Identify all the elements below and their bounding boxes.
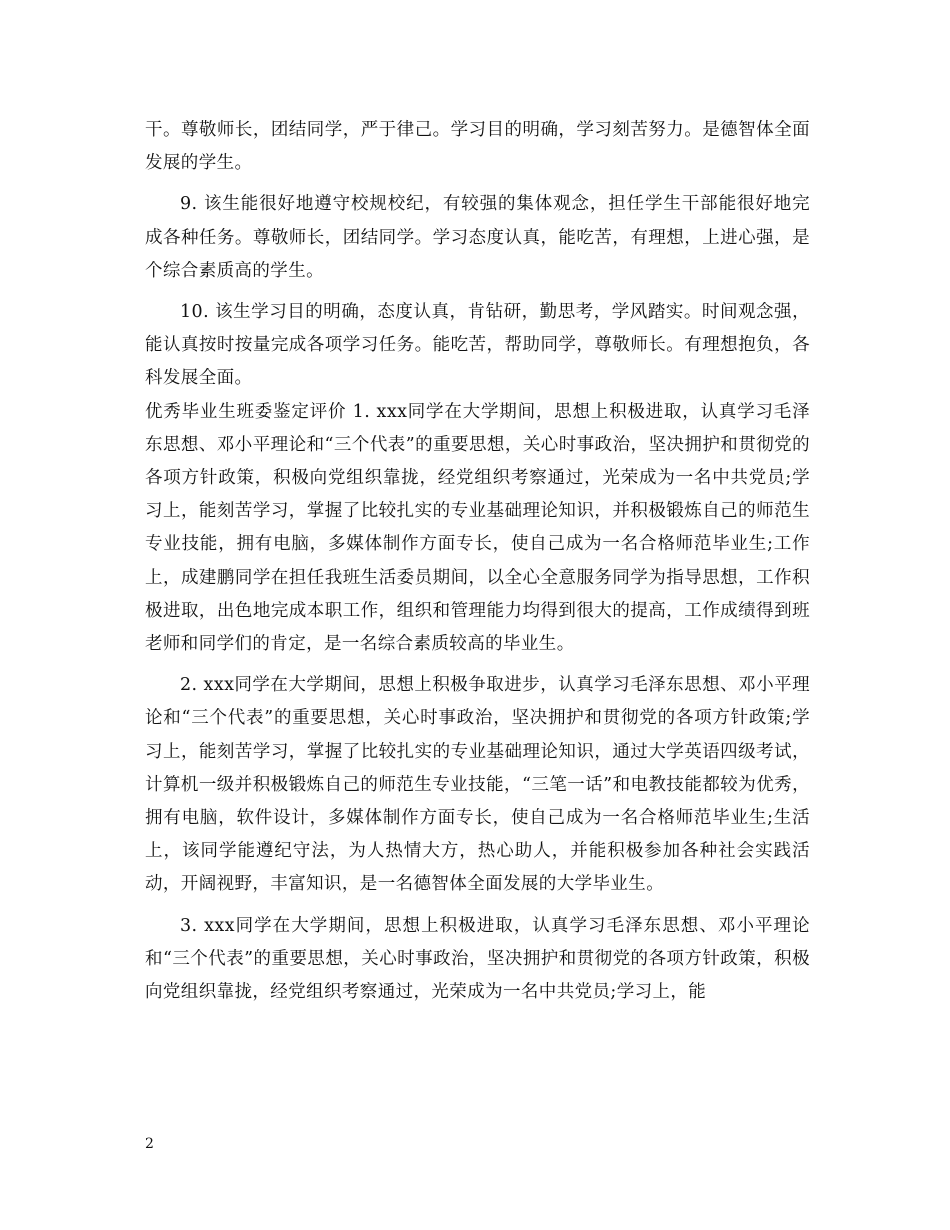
- paragraph-5: 2. xxx同学在大学期间，思想上积极争取进步，认真学习毛泽东思想、邓小平理论和“三个代表”的重要思想，关心时事政治，坚决拥护和贯彻党的各项方针政策;学习上，能刻苦学习，掌握了比较扎实的专业基础理论知识，通过大学英语四级考试，计算机一级并积极锻炼自己的师范生专业技能，“三笔一话”和电教技能都较为优秀，拥有电脑，软件设计，多媒体制作方面专长，使自己成为一名合格师范毕业生;生活上，该同学能遵纪守法，为人热情大方，热心助人，并能积极参加各种社会实践活动，开阔视野，丰富知识，是一名德智体全面发展的大学毕业生。: [145, 675, 810, 895]
- page-number: 2: [145, 1136, 154, 1152]
- paragraph-2: 9. 该生能很好地遵守校规校纪，有较强的集体观念，担任学生干部能很好地完成各种任务。尊敬师长，团结同学。学习态度认真，能吃苦，有理想，上进心强，是个综合素质高的学生。: [145, 194, 810, 281]
- paragraph-4: 优秀毕业生班委鉴定评价 1. xxx同学在大学期间，思想上积极进取，认真学习毛泽东思想、邓小平理论和“三个代表”的重要思想，关心时事政治，坚决拥护和贯彻党的各项方针政策，积极向党组织靠拢，经党组织考察通过，光荣成为一名中共党员;学习上，能刻苦学习，掌握了比较扎实的专业基础理论知识，并积极锻炼自己的师范生专业技能，拥有电脑，多媒体制作方面专长，使自己成为一名合格师范毕业生;工作上，成建鹏同学在担任我班生活委员期间，以全心全意服务同学为指导思想，工作积极进取，出色地完成本职工作，组织和管理能力均得到很大的提高，工作成绩得到班老师和同学们的肯定，是一名综合素质较高的毕业生。: [145, 401, 810, 655]
- paragraph-1: 干。尊敬师长，团结同学，严于律己。学习目的明确，学习刻苦努力。是德智体全面发展的学生。: [145, 120, 810, 174]
- document-body: [145, 114, 810, 1009]
- paragraph-3: 10. 该生学习目的明确，态度认真，肯钻研，勤思考，学风踏实。时间观念强，能认真按时按量完成各项学习任务。能吃苦，帮助同学，尊敬师长。有理想抱负，各科发展全面。: [145, 302, 810, 389]
- paragraph-6: 3. xxx同学在大学期间，思想上积极进取，认真学习毛泽东思想、邓小平理论和“三个代表”的重要思想，关心时事政治，坚决拥护和贯彻党的各项方针政策，积极向党组织靠拢，经党组织考察通过，光荣成为一名中共党员;学习上，能: [145, 915, 810, 1003]
